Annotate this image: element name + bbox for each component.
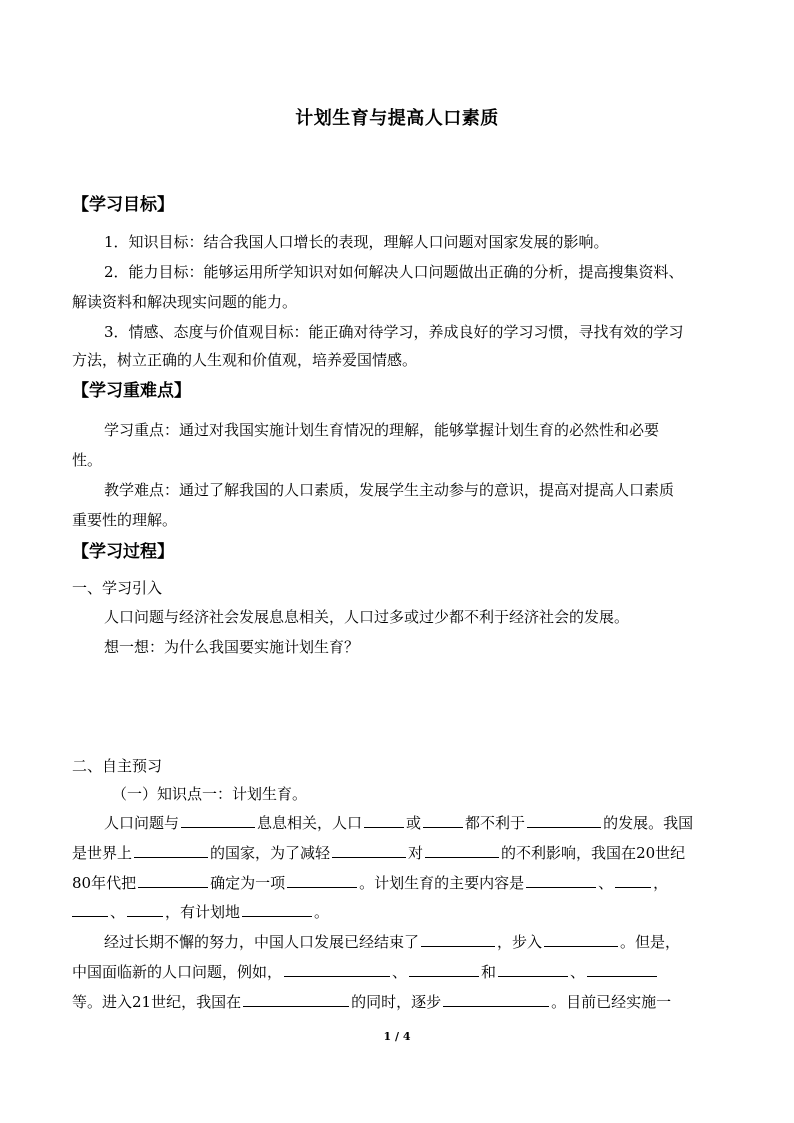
page-number: 1 / 4 bbox=[383, 1030, 411, 1043]
heading-key-points: 【学习重难点】 bbox=[72, 381, 191, 401]
paragraph-text: 、 bbox=[110, 903, 126, 921]
key-point-difficulty-line1: 教学难点：通过了解我国的人口素质，发展学生主动参与的意识，提高对提高人口素质 bbox=[104, 481, 675, 499]
paragraph-text: 的不利影响，我国在 bbox=[501, 844, 637, 862]
fill-in-blank[interactable] bbox=[287, 873, 357, 888]
fill-in-paragraph-line bbox=[72, 992, 671, 1012]
fill-in-blank[interactable] bbox=[527, 813, 601, 828]
paragraph-text: 世纪，我国在 bbox=[151, 993, 242, 1011]
paragraph-text: 确定为一项 bbox=[210, 874, 286, 892]
paragraph-text: 等。进入 bbox=[72, 993, 133, 1011]
fill-in-blank[interactable] bbox=[134, 843, 208, 858]
section1-intro-text: 人口问题与经济社会发展息息相关，人口过多或过少都不利于经济社会的发展。 bbox=[104, 608, 630, 626]
key-point-focus-line1: 学习重点：通过对我国实施计划生育情况的理解，能够掌握计划生育的必然性和必要 bbox=[104, 421, 660, 439]
fill-in-paragraph-line bbox=[72, 902, 329, 922]
heading-learning-process: 【学习过程】 bbox=[72, 542, 174, 562]
paragraph-text: 或 bbox=[406, 814, 422, 832]
fill-in-blank[interactable] bbox=[72, 902, 108, 917]
paragraph-number: 20 bbox=[636, 844, 656, 862]
paragraph-text: 经过长期不懈的努力，中国人口发展已经结束了 bbox=[104, 933, 420, 951]
section2-heading: 二、自主预习 bbox=[72, 757, 163, 775]
paragraph-text: ，步入 bbox=[497, 933, 543, 951]
key-point-focus-line2: 性。 bbox=[72, 451, 103, 469]
paragraph-text: 中国面临新的人口问题，例如， bbox=[72, 963, 283, 981]
section1-think-question: 想一想：为什么我国要实施计划生育？ bbox=[104, 638, 360, 656]
key-point-difficulty-line2: 重要性的理解。 bbox=[72, 511, 178, 529]
objective-knowledge: 1．知识目标：结合我国人口增长的表现，理解人口问题对国家发展的影响。 bbox=[104, 233, 609, 251]
paragraph-number: 21 bbox=[132, 993, 152, 1011]
paragraph-text: 是世界上 bbox=[72, 844, 133, 862]
paragraph-text: 、 bbox=[598, 874, 614, 892]
fill-in-blank[interactable] bbox=[127, 902, 163, 917]
objective-emotion-line2: 方法，树立正确的人生观和价值观，培养爱国情感。 bbox=[72, 351, 418, 369]
fill-in-blank[interactable] bbox=[364, 813, 404, 828]
paragraph-text: 对 bbox=[408, 844, 424, 862]
paragraph-text: 人口问题与 bbox=[104, 814, 180, 832]
fill-in-paragraph-line bbox=[72, 962, 659, 982]
fill-in-blank[interactable] bbox=[526, 873, 596, 888]
paragraph-text: 。但是， bbox=[620, 933, 681, 951]
fill-in-blank[interactable] bbox=[284, 962, 390, 977]
paragraph-text: 世纪 bbox=[655, 844, 686, 862]
fill-in-blank[interactable] bbox=[544, 932, 618, 947]
fill-in-paragraph-line bbox=[104, 932, 680, 952]
fill-in-blank[interactable] bbox=[409, 962, 479, 977]
paragraph-text: ，有计划地 bbox=[165, 903, 241, 921]
fill-in-blank[interactable] bbox=[615, 873, 651, 888]
paragraph-text: 。计划生育的主要内容是 bbox=[359, 874, 525, 892]
objective-ability-line2: 解读资料和解决现实问题的能力。 bbox=[72, 293, 298, 311]
fill-in-blank[interactable] bbox=[498, 962, 568, 977]
paragraph-text: 都不利于 bbox=[465, 814, 526, 832]
objective-ability-line1: 2．能力目标：能够运用所学知识对如何解决人口问题做出正确的分析，提高搜集资料、 bbox=[104, 263, 684, 281]
paragraph-text: 的发展。我国 bbox=[603, 814, 694, 832]
paragraph-text: 的国家，为了减轻 bbox=[210, 844, 331, 862]
fill-in-blank[interactable] bbox=[332, 843, 406, 858]
fill-in-paragraph-line bbox=[72, 843, 685, 863]
fill-in-blank[interactable] bbox=[425, 843, 499, 858]
paragraph-text: 。目前已经实施一 bbox=[551, 993, 672, 1011]
paragraph-text: 年代把 bbox=[91, 874, 137, 892]
fill-in-blank[interactable] bbox=[423, 813, 463, 828]
fill-in-blank[interactable] bbox=[421, 932, 495, 947]
paragraph-text: 。 bbox=[314, 903, 330, 921]
fill-in-paragraph-line bbox=[104, 813, 693, 833]
fill-in-paragraph-line bbox=[72, 873, 668, 893]
fill-in-blank[interactable] bbox=[443, 992, 549, 1007]
paragraph-text: 息息相关，人口 bbox=[257, 814, 363, 832]
document-title: 计划生育与提高人口素质 bbox=[295, 108, 499, 129]
paragraph-text: 、 bbox=[392, 963, 408, 981]
objective-emotion-line1: 3．情感、态度与价值观目标：能正确对待学习，养成良好的学习习惯，寻找有效的学习 bbox=[104, 323, 684, 341]
fill-in-blank[interactable] bbox=[243, 992, 349, 1007]
heading-learning-objectives: 【学习目标】 bbox=[72, 195, 174, 215]
section2-subheading: （一）知识点一：计划生育。 bbox=[112, 785, 308, 803]
fill-in-blank[interactable] bbox=[181, 813, 255, 828]
paragraph-number: 80 bbox=[72, 874, 92, 892]
paragraph-text: 的同时，逐步 bbox=[351, 993, 442, 1011]
section1-heading: 一、学习引入 bbox=[72, 579, 163, 597]
fill-in-blank[interactable] bbox=[138, 873, 208, 888]
paragraph-text: 和 bbox=[481, 963, 497, 981]
fill-in-blank[interactable] bbox=[242, 902, 312, 917]
fill-in-blank[interactable] bbox=[587, 962, 657, 977]
paragraph-text: 、 bbox=[570, 963, 586, 981]
paragraph-text: ， bbox=[653, 874, 669, 892]
